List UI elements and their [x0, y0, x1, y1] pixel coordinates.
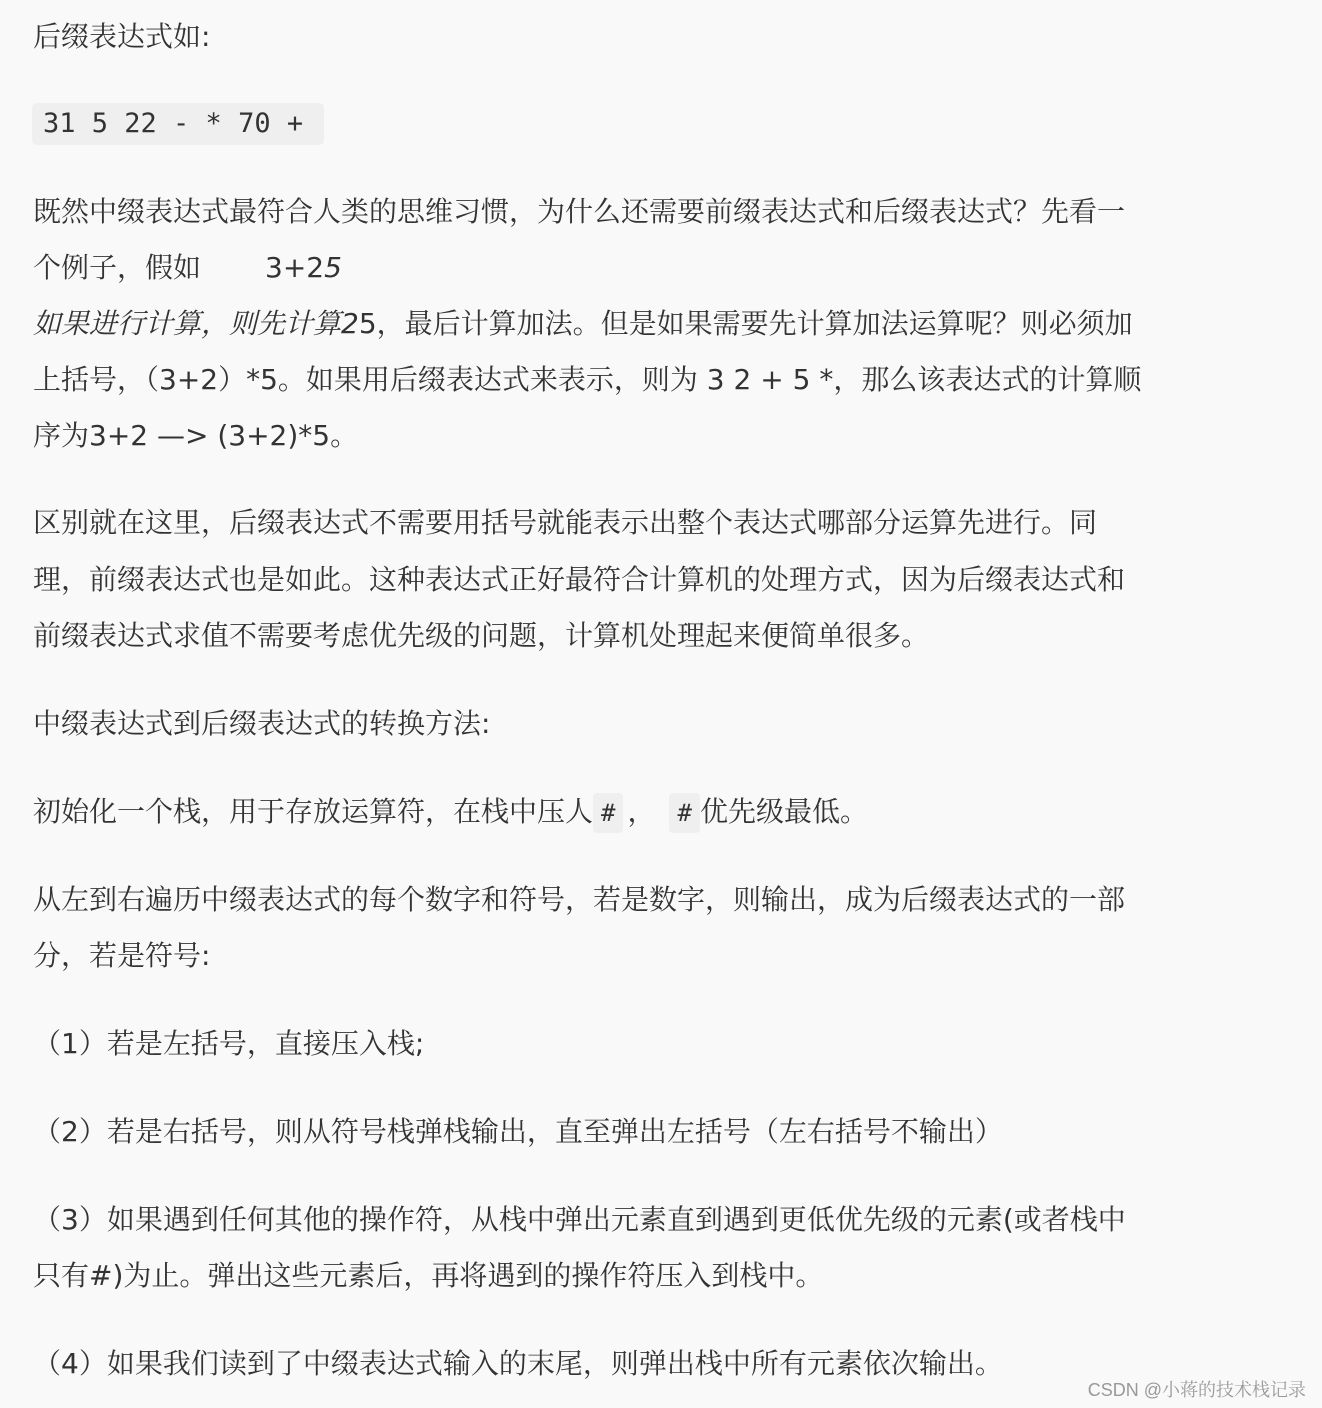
rule-3: （3）如果遇到任何其他的操作符，从栈中弹出元素直到遇到更低优先级的元素(或者栈中	[33, 1203, 1126, 1236]
paragraph-line: 序为3+2 —> (3+2)*5。	[33, 419, 359, 452]
watermark: CSDN @小蒋的技术栈记录	[1087, 1380, 1306, 1400]
rule-2: （2）若是右括号，则从符号栈弹栈输出，直至弹出左括号（左右括号不输出）	[33, 1115, 1003, 1148]
intro-text: 后缀表达式如:	[33, 20, 211, 53]
paragraph-line: 区别就在这里，后缀表达式不需要用括号就能表示出整个表达式哪部分运算先进行。同	[33, 506, 1098, 539]
text: 5，最后计算加法。但是如果需要先计算加法运算呢？则必须加	[358, 307, 1133, 340]
paragraph-line	[33, 792, 868, 833]
text: 优先级最低。	[699, 795, 868, 828]
italic-text: 如果进行计算，则先计算2	[33, 307, 359, 340]
rule-4: （4）如果我们读到了中缀表达式输入的末尾，则弹出栈中所有元素依次输出。	[33, 1347, 1003, 1380]
paragraph-line: 分，若是符号:	[33, 939, 211, 972]
paragraph-line	[33, 248, 342, 288]
paragraph-line: 既然中缀表达式最符合人类的思维习惯，为什么还需要前缀表达式和后缀表达式？先看一	[33, 195, 1126, 228]
text: ，	[627, 795, 656, 828]
text: 初始化一个栈，用于存放运算符，在栈中压人	[33, 795, 594, 828]
text: 个例子，假如	[33, 251, 202, 284]
expression-italic: 5	[324, 251, 342, 284]
code-block: 31 5 22 - * 70 +	[32, 103, 324, 145]
paragraph-line	[33, 304, 1133, 344]
rule-1: （1）若是左括号，直接压入栈;	[33, 1027, 425, 1060]
inline-code: #	[669, 793, 699, 833]
paragraph-line: 前缀表达式求值不需要考虑优先级的问题，计算机处理起来便简单很多。	[33, 619, 930, 652]
section-heading: 中缀表达式到后缀表达式的转换方法:	[33, 707, 491, 740]
paragraph-line: 上括号，（3+2）*5。如果用后缀表达式来表示，则为 3 2 + 5 *，那么该表达式的计算顺	[33, 363, 1142, 396]
inline-code: #	[593, 793, 623, 833]
rule-3-cont: 只有#)为止。弹出这些元素后，再将遇到的操作符压入到栈中。	[33, 1259, 824, 1292]
paragraph-line: 理，前缀表达式也是如此。这种表达式正好最符合计算机的处理方式，因为后缀表达式和	[33, 563, 1126, 596]
expression: 3+2	[265, 251, 325, 284]
paragraph-line: 从左到右遍历中缀表达式的每个数字和符号，若是数字，则输出，成为后缀表达式的一部	[33, 883, 1126, 916]
